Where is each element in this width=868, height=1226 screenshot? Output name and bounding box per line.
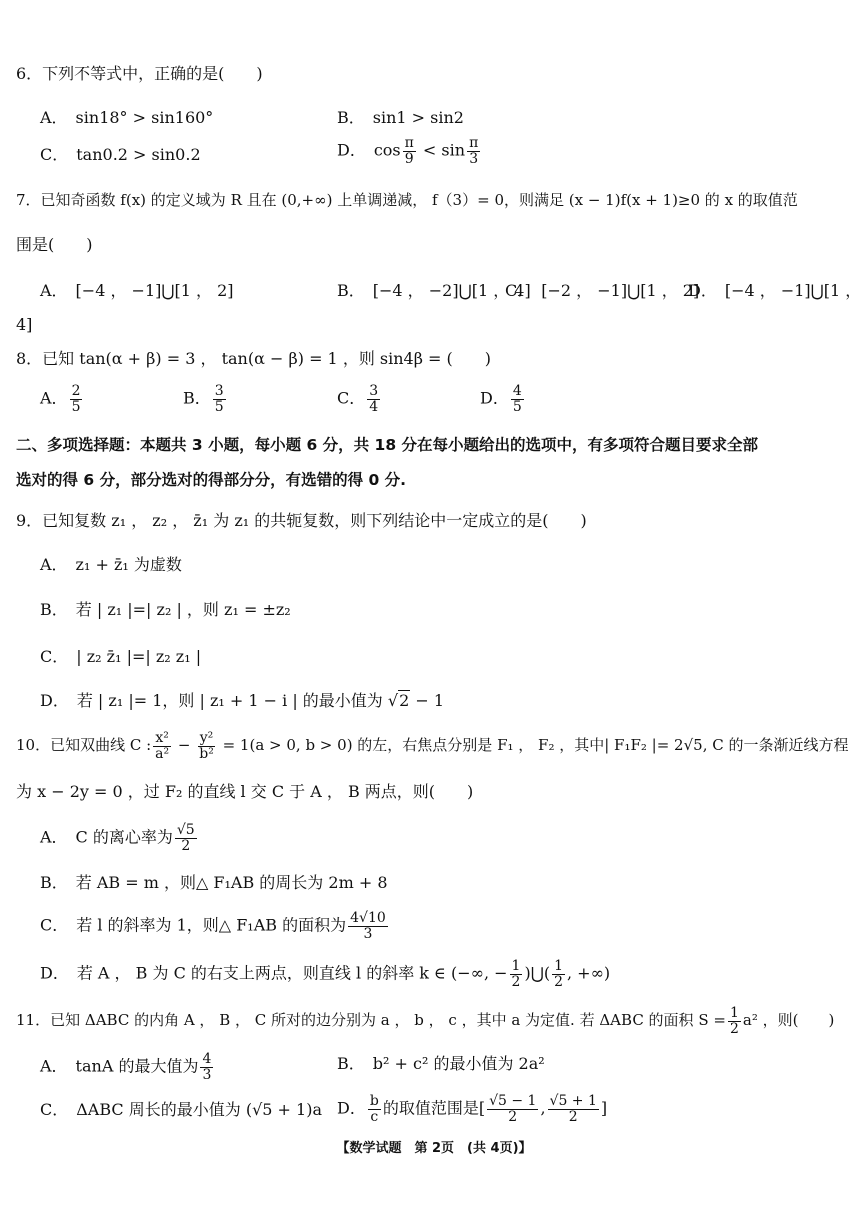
- q6-stem: 6．下列不等式中，正确的是( ): [16, 64, 263, 83]
- fraction: $\frac{\text{y²}}{\text{b²}}$: [199, 730, 214, 762]
- page-footer: 【数学试题 第 2页 (共 4页)】: [336, 1141, 532, 1156]
- q8-option-b: B． $\frac{3}{5}$: [183, 383, 224, 415]
- q7-stem-line-2: 围是( ): [16, 235, 93, 254]
- q7-option-a: A． [−4 ， −1]⋃[1 ， 2]: [40, 281, 234, 300]
- q6-option-d: D． cos $\frac{\pi}{9}$ < sin $\frac{\pi}{3}$: [337, 135, 479, 167]
- q7-option-d: D． [−4 ， −1]⋃[1 ，: [688, 281, 862, 300]
- fraction: $\frac{\pi}{3}$: [469, 135, 479, 167]
- q8-stem: 8．已知 tan(α + β) = 3 ， tan(α − β) = 1 ，则 sin4β = ( ): [16, 349, 492, 368]
- q11-option-c: C． ΔABC 周长的最小值为 (√5 + 1)a: [40, 1100, 322, 1119]
- q6-option-b: B． sin1 > sin2: [337, 108, 464, 127]
- q7-stem-line-1: 7．已知奇函数 f(x) 的定义域为 R 且在 (0,+∞) 上单调递减， f（3）= 0，则满足 (x − 1)f(x + 1)≥0 的 x 的取值范: [16, 191, 798, 209]
- q9-stem: 9．已知复数 z₁ ， z₂ ， z̄₁ 为 z₁ 的共轭复数，则下列结论中一定成立的是( ): [16, 511, 587, 530]
- q9-option-d: D． 若 | z₁ |= 1，则 | z₁ + 1 − i | 的最小值为 √2 − 1: [40, 691, 445, 710]
- q8-option-d: D． $\frac{4}{5}$: [480, 383, 522, 415]
- section-heading-line-1: 二、多项选择题：本题共 3 小题，每小题 6 分，共 18 分在每小题给出的选项中，有多项符合题目要求全部: [16, 436, 759, 454]
- q10-option-a: A． C 的离心率为 $\frac{√5}{2}$: [40, 822, 195, 854]
- q10-stem-line-2: 为 x − 2y = 0 ，过 F₂ 的直线 l 交 C 于 A ， B 两点，则( ): [16, 782, 474, 801]
- q10-stem-line-1: 10．已知双曲线 C : $\frac{\text{x²}}{\text{a²}}$ − $\frac{\text{y²}}{\text{b²}}$ = 1(a > 0, b > 0) 的左，右焦点分别是 F₁ ， F₂ ，其中| F₁F₂ |= 2√5, C 的一条渐近线方程: [16, 730, 849, 762]
- q11-option-d: D． $\frac{b}{c}$ 的取值范围是[ $\frac{√5 - 1}{2}$ , $\frac{√5 + 1}{2}$ ]: [337, 1093, 608, 1125]
- fraction: $\frac{1}{2}$: [729, 1005, 739, 1037]
- q9-option-b: B． 若 | z₁ |=| z₂ | ，则 z₁ = ±z₂: [40, 600, 291, 619]
- fraction: $\frac{\pi}{9}$: [404, 135, 414, 167]
- section-heading-line-2: 选对的得 6 分，部分选对的得部分分，有选错的得 0 分.: [16, 471, 407, 489]
- q11-stem: 11．已知 ΔABC 的内角 A ， B ， C 所对的边分别为 a ， b ， c ，其中 a 为定值. 若 ΔABC 的面积 S = $\frac{1}{2}$ a² ，则( ): [16, 1005, 835, 1037]
- q11-option-b: B． b² + c² 的最小值为 2a²: [337, 1054, 545, 1073]
- q10-option-d: D． 若 A ， B 为 C 的右支上两点，则直线 l 的斜率 k ∈ (−∞, − $\frac{1}{2}$ )⋃( $\frac{1}{2}$ , +∞): [40, 958, 611, 990]
- q8-option-a: A． $\frac{2}{5}$: [40, 383, 81, 415]
- q6-option-c: C． tan0.2 > sin0.2: [40, 145, 201, 164]
- q7-option-d-continued: 4]: [16, 315, 33, 334]
- q10-option-b: B． 若 AB = m ，则△ F₁AB 的周长为 2m + 8: [40, 873, 388, 892]
- q6-option-a: A． sin18° > sin160°: [40, 108, 214, 127]
- q10-option-c: C． 若 l 的斜率为 1，则△ F₁AB 的面积为 $\frac{4√10}{3}$: [40, 910, 386, 942]
- q9-option-a: A． z₁ + z̄₁ 为虚数: [40, 555, 182, 574]
- q9-option-c: C． | z₂ z̄₁ |=| z₂ z₁ |: [40, 647, 202, 666]
- q8-option-c: C． $\frac{3}{4}$: [337, 383, 379, 415]
- q11-option-a: A． tanA 的最大值为 $\frac{4}{3}$: [40, 1051, 212, 1083]
- fraction: $\frac{\text{x²}}{\text{a²}}$: [155, 730, 170, 762]
- q7-option-c: C． [−2 ， −1]⋃[1 ， 2]: [505, 281, 700, 300]
- q7-option-b: B． [−4 ， −2]⋃[1 ， 4]: [337, 281, 531, 300]
